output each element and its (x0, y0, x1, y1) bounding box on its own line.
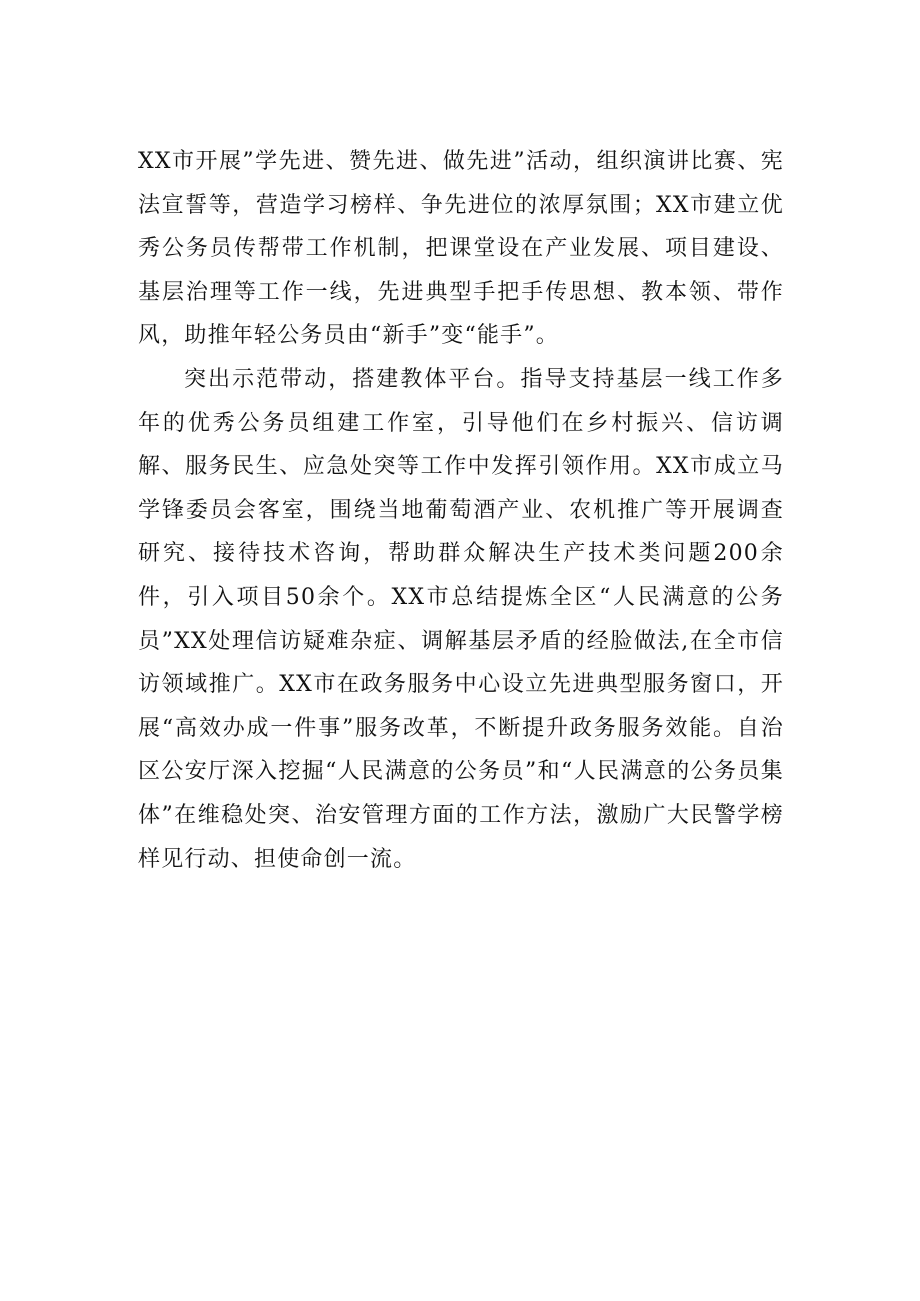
paragraph-2: 突出示范带动，搭建教体平台。指导支持基层一线工作多年的优秀公务员组建工作室，引导他们在乡村振兴、信访调解、服务民生、应急处突等工作中发挥引领作用。XX市成立马学锋委员会客室，围绕当地葡萄酒产业、农机推广等开展调查研究、接待技术咨询，帮助群众解决生产技术类问题200余件，引入项目50余个。XX市总结提炼全区“人民满意的公务员”XX处理信访疑难杂症、调解基层矛盾的经脸做法,在全市信访领域推广。XX市在政务服务中心设立先进典型服务窗口，开展“高效办成一件事”服务改革，不断提升政务服务效能。自治区公安厅深入挖掘“人民满意的公务员”和“人民满意的公务员集体”在维稳处突、治安管理方面的工作方法，激励广大民警学榜样见行动、担使命创一流。 (138, 366, 784, 872)
document-body (138, 140, 784, 881)
paragraph-1: XX市开展”学先进、赞先进、做先进”活动，组织演讲比赛、宪法宣誓等，营造学习榜样、争先进位的浓厚氛围；XX市建立优秀公务员传帮带工作机制，把课堂设在产业发展、项目建设、基层治理等工作一线，先进典型手把手传思想、教本领、带作风，助推年轻公务员由“新手”变“能手”。 (138, 149, 784, 349)
